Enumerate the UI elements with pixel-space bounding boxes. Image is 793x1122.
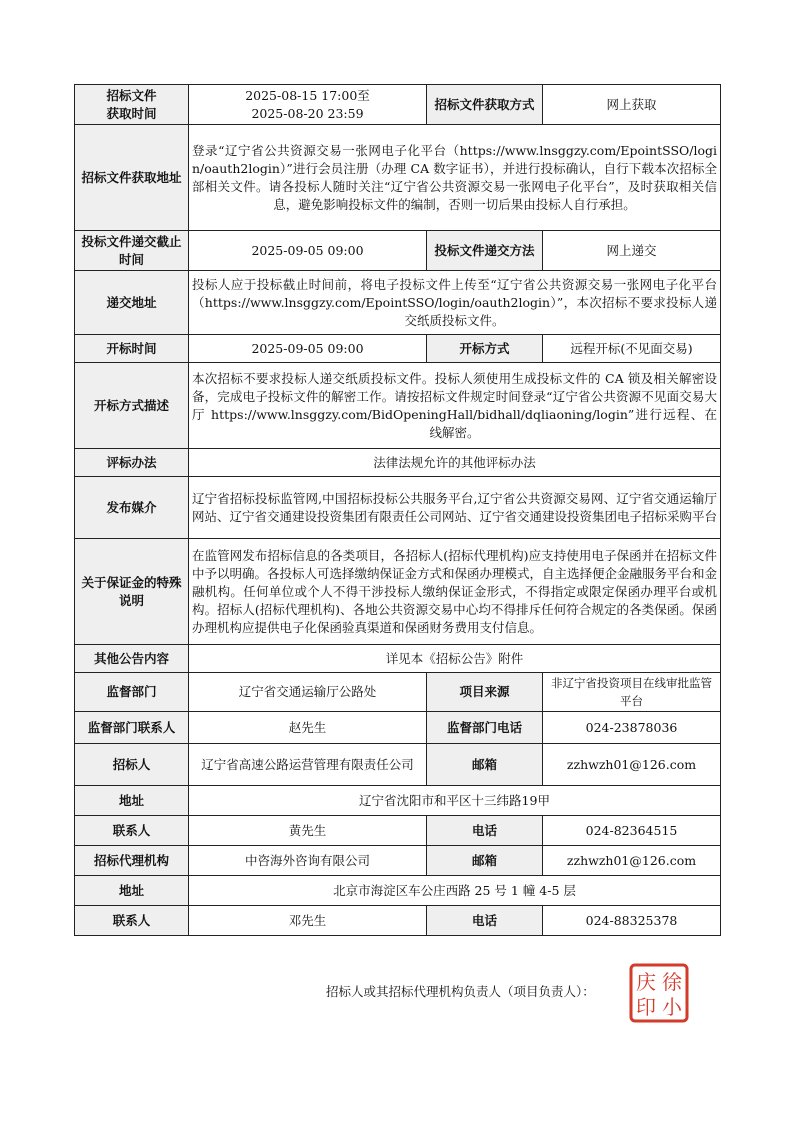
seal-char-1: 徐 <box>662 970 682 994</box>
label-obtain-time: 招标文件 获取时间 <box>75 85 189 125</box>
seal-stamp-icon <box>628 962 690 1024</box>
label-source: 项目来源 <box>427 673 543 712</box>
label-tenderer: 招标人 <box>75 744 189 786</box>
seal-char-2: 小 <box>662 995 682 1019</box>
seal-char-3: 庆 <box>636 970 656 994</box>
value-obtain-addr: 登录“辽宁省公共资源交易一张网电子化平台（https://www.lnsggzy.com/EpointSSO/login/oauth2login）”进行会员注册（办理 CA 数字证书），并进行投标确认，自行下载本次招标全部相关文件。请各投标人随时关注“辽宁省公共资源交易一张网电子化平台”，及时获取相关信息，避免影响投标文件的编制，否则一切后果由投标人自行承担。 <box>189 125 721 231</box>
label-other: 其他公告内容 <box>75 645 189 673</box>
row-media <box>75 477 721 539</box>
label-addr1: 地址 <box>75 786 189 816</box>
row-eval <box>75 449 721 477</box>
signature-line: 招标人或其招标代理机构负责人（项目负责人）： <box>326 984 595 999</box>
row-open-time <box>75 335 721 363</box>
label-mail2: 邮箱 <box>427 846 543 876</box>
value-mail2: zzhwzh01@126.com <box>543 846 721 876</box>
value-phone1: 024-82364515 <box>543 816 721 846</box>
label-sup-contact: 监督部门联系人 <box>75 712 189 744</box>
value-agent: 中咨海外咨询有限公司 <box>189 846 427 876</box>
label-open-method: 开标方式 <box>427 335 543 363</box>
row-submit-addr <box>75 271 721 335</box>
label-sup-phone: 监督部门电话 <box>427 712 543 744</box>
row-contact2 <box>75 906 721 936</box>
value-contact1: 黄先生 <box>189 816 427 846</box>
value-media: 辽宁省招标投标监管网,中国招标投标公共服务平台,辽宁省公共资源交易网、辽宁省交通运输厅网站、辽宁省交通建设投资集团有限责任公司网站、辽宁省交通建设投资集团电子招标采购平台 <box>189 477 721 539</box>
value-mail1: zzhwzh01@126.com <box>543 744 721 786</box>
label-deposit: 关于保证金的特殊说明 <box>75 539 189 645</box>
value-open-desc: 本次招标不要求投标人递交纸质投标文件。投标人须使用生成投标文件的 CA 锁及相关解密设备，完成电子投标文件的解密工作。请按招标文件规定时间登录“辽宁省公共资源不见面交易大厅 https://www.lnsggzy.com/BidOpeningHall/bidhall/dqliaoning/login”进行远程、在线解密。 <box>189 363 721 449</box>
value-open-time: 2025-09-05 09:00 <box>189 335 427 363</box>
label-contact1: 联系人 <box>75 816 189 846</box>
label-submit-method: 投标文件递交方法 <box>427 231 543 271</box>
label-submit-addr: 递交地址 <box>75 271 189 335</box>
seal-char-4: 印 <box>636 995 656 1019</box>
value-tenderer: 辽宁省高速公路运营管理有限责任公司 <box>189 744 427 786</box>
row-sup-contact <box>75 712 721 744</box>
value-submit-method: 网上递交 <box>543 231 721 271</box>
label-obtain-addr: 招标文件获取地址 <box>75 125 189 231</box>
label-agent: 招标代理机构 <box>75 846 189 876</box>
value-eval: 法律法规允许的其他评标办法 <box>189 449 721 477</box>
label-phone1: 电话 <box>427 816 543 846</box>
value-contact2: 邓先生 <box>189 906 427 936</box>
label-open-time: 开标时间 <box>75 335 189 363</box>
value-supervisor: 辽宁省交通运输厅公路处 <box>189 673 427 712</box>
value-sup-contact: 赵先生 <box>189 712 427 744</box>
row-submit-deadline <box>75 231 721 271</box>
value-sup-phone: 024-23878036 <box>543 712 721 744</box>
row-addr1 <box>75 786 721 816</box>
row-obtain-time <box>75 85 721 125</box>
value-phone2: 024-88325378 <box>543 906 721 936</box>
value-addr2: 北京市海淀区车公庄西路 25 号 1 幢 4-5 层 <box>189 876 721 906</box>
value-source: 非辽宁省投资项目在线审批监管平台 <box>543 673 721 712</box>
label-phone2: 电话 <box>427 906 543 936</box>
row-deposit <box>75 539 721 645</box>
value-addr1: 辽宁省沈阳市和平区十三纬路19甲 <box>189 786 721 816</box>
value-open-method: 远程开标(不见面交易) <box>543 335 721 363</box>
value-submit-deadline: 2025-09-05 09:00 <box>189 231 427 271</box>
row-other <box>75 645 721 673</box>
row-contact1 <box>75 816 721 846</box>
label-media: 发布媒介 <box>75 477 189 539</box>
row-obtain-addr <box>75 125 721 231</box>
label-mail1: 邮箱 <box>427 744 543 786</box>
label-open-desc: 开标方式描述 <box>75 363 189 449</box>
label-eval: 评标办法 <box>75 449 189 477</box>
label-contact2: 联系人 <box>75 906 189 936</box>
row-addr2 <box>75 876 721 906</box>
notice-sheet <box>74 84 720 936</box>
value-obtain-method: 网上获取 <box>543 85 721 125</box>
label-addr2: 地址 <box>75 876 189 906</box>
row-tenderer <box>75 744 721 786</box>
label-submit-deadline: 投标文件递交截止时间 <box>75 231 189 271</box>
row-supervisor <box>75 673 721 712</box>
row-open-desc <box>75 363 721 449</box>
value-obtain-time: 2025-08-15 17:00至 2025-08-20 23:59 <box>189 85 427 125</box>
value-submit-addr: 投标人应于投标截止时间前，将电子投标文件上传至“辽宁省公共资源交易一张网电子化平台（https://www.lnsggzy.com/EpointSSO/login/oauth2login）”，本次招标不要求投标人递交纸质投标文件。 <box>189 271 721 335</box>
value-other: 详见本《招标公告》附件 <box>189 645 721 673</box>
label-obtain-method: 招标文件获取方式 <box>427 85 543 125</box>
value-deposit: 在监管网发布招标信息的各类项目，各招标人(招标代理机构)应支持使用电子保函并在招标文件中予以明确。各投标人可选择缴纳保证金方式和保函办理模式，自主选择便企金融服务平台和金融机构。任何单位或个人不得干涉投标人缴纳保证金形式，不得指定或限定保函办理平台或机构。招标人(招标代理机构)、各地公共资源交易中心均不得排斥任何符合规定的各类保函。保函办理机构应提供电子化保函验真渠道和保函财务费用支付信息。 <box>189 539 721 645</box>
row-agent <box>75 846 721 876</box>
label-supervisor: 监督部门 <box>75 673 189 712</box>
tender-info-table <box>74 84 721 936</box>
